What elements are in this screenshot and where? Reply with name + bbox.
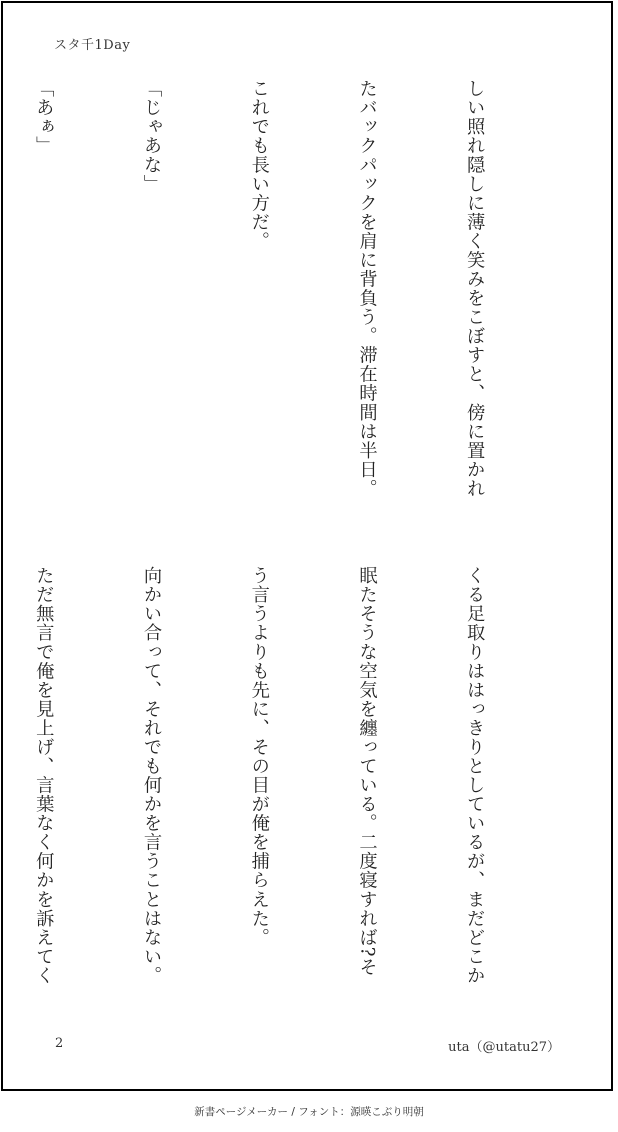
text-line: これでも長い方だ。	[248, 79, 270, 251]
text-line: 眠たそうな空気を纏っている。二度寝すれば?そ	[356, 566, 378, 977]
upper-text-block	[0, 79, 564, 519]
text-line: しい照れ隠しに薄く笑みをこぼすと、傍に置かれ	[464, 79, 486, 498]
text-line: 「じゃあな」	[141, 79, 163, 194]
author-credit: uta（@utatu27）	[448, 1040, 560, 1055]
text-line: ただ無言で俺を見上げ、言葉なく何かを訴えてく	[33, 566, 55, 985]
text-line: くる足取りははっきりとしているが、まだどこか	[464, 566, 486, 985]
text-line: 「あぁ」	[33, 79, 55, 156]
text-line: 向かい合って、それでも何かを言うことはない。	[141, 566, 163, 985]
generator-credit: 新書ページメーカー / フォント：源暎こぶり明朝	[194, 1106, 424, 1118]
text-line: たバックパックを肩に背負う。滞在時間は半日。	[356, 79, 378, 498]
lower-text-block	[0, 566, 564, 1006]
book-title: スタ千1Day	[54, 38, 131, 53]
page-number: 2	[55, 1036, 64, 1051]
text-line: う言うよりも先に、その目が俺を捕らえた。	[248, 566, 270, 947]
